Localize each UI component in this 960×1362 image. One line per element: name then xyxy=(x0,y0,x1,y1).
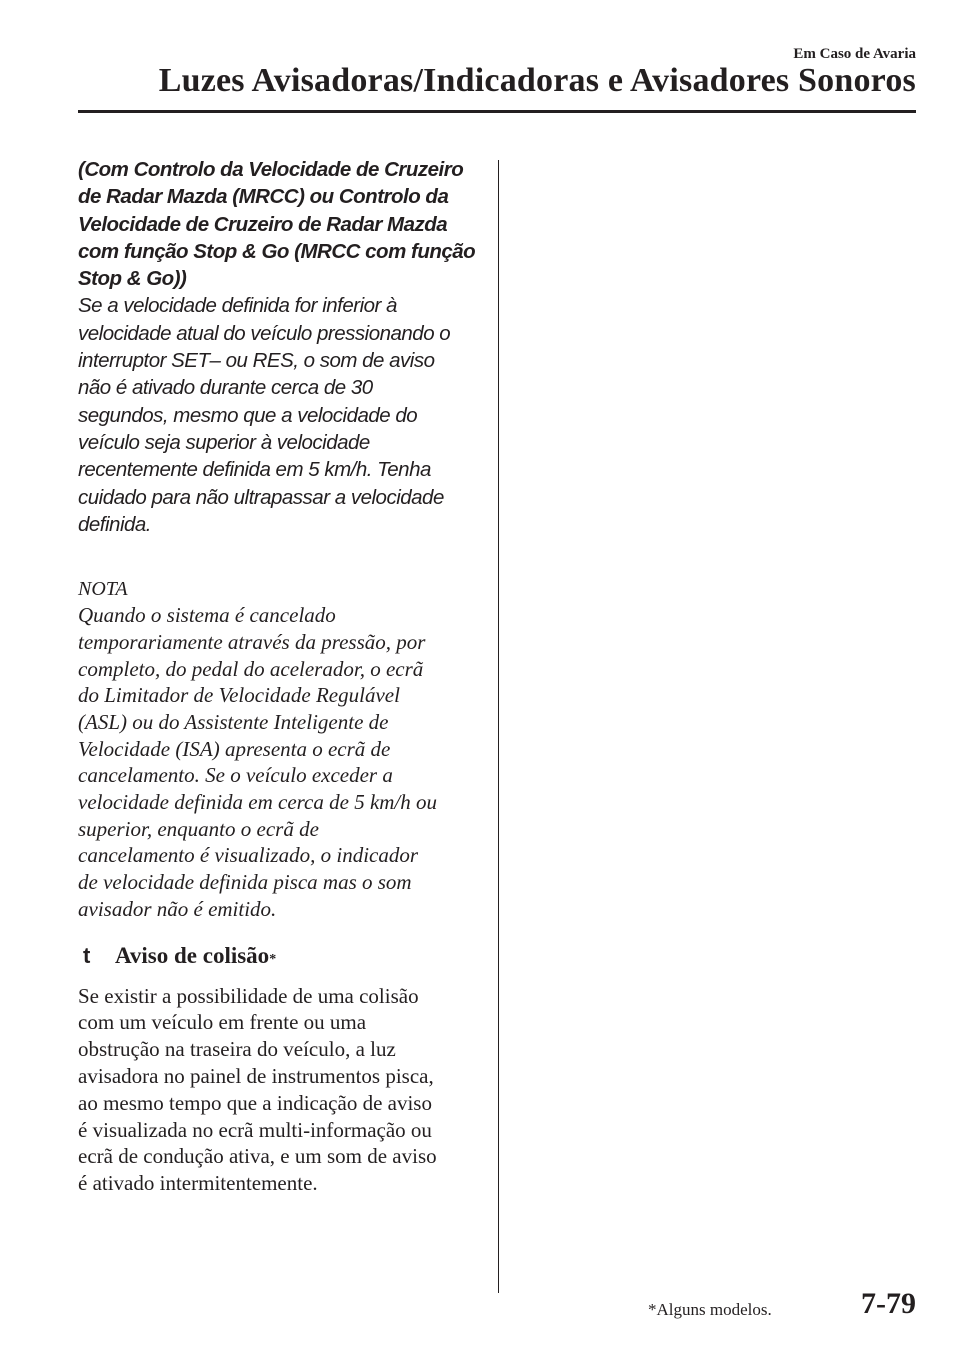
note-line: (ASL) ou do Assistente Inteligente de xyxy=(78,709,389,734)
column-divider xyxy=(498,160,499,1293)
mrcc-body-line: não é ativado durante cerca de 30 xyxy=(78,376,373,400)
section-body-line: é ativado intermitentemente. xyxy=(78,1171,318,1196)
page-title: Luzes Avisadoras/Indicadoras e Avisadores Sonoros xyxy=(158,62,916,99)
section-bullet-icon: t xyxy=(83,942,91,968)
mrcc-body-line: interruptor SET– ou RES, o som de aviso xyxy=(78,349,435,373)
mrcc-body-line: veículo seja superior à velocidade xyxy=(78,430,370,454)
section-body xyxy=(78,983,478,1197)
mrcc-body xyxy=(78,292,478,538)
section-body-line: Se existir a possibilidade de uma colisão xyxy=(78,983,419,1008)
left-column xyxy=(78,156,478,1197)
mrcc-heading-line: Stop & Go)) xyxy=(78,267,187,291)
mrcc-body-line: definida. xyxy=(78,512,152,536)
footnote: *Alguns modelos. xyxy=(648,1300,772,1319)
mrcc-body-line: recentemente definida em 5 km/h. Tenha xyxy=(78,458,431,482)
mrcc-heading-line: (Com Controlo da Velocidade de Cruzeiro xyxy=(78,158,464,181)
section-body-line: ecrã de condução ativa, e um som de aviso xyxy=(78,1144,437,1169)
page-number: 7-79 xyxy=(861,1287,916,1320)
section-title: Aviso de colisão xyxy=(115,942,270,968)
mrcc-heading-line: com função Stop & Go (MRCC com função xyxy=(78,239,476,263)
note-line: cancelamento. Se o veículo exceder a xyxy=(78,763,393,788)
note-line: temporariamente através da pressão, por xyxy=(78,629,426,654)
mrcc-block xyxy=(78,156,478,538)
note-line: completo, do pedal do acelerador, o ecrã xyxy=(78,656,424,681)
note-line: Velocidade (ISA) apresenta o ecrã de xyxy=(78,736,391,761)
mrcc-body-line: velocidade atual do veículo pressionando o xyxy=(78,321,451,345)
note-line: cancelamento é visualizado, o indicador xyxy=(78,843,419,868)
mrcc-heading-line: Velocidade de Cruzeiro de Radar Mazda xyxy=(78,212,448,236)
section-body-line: é visualizada no ecrã multi-informação ou xyxy=(78,1117,432,1142)
note-line: do Limitador de Velocidade Regulável xyxy=(78,683,400,708)
note-line: avisador não é emitido. xyxy=(78,896,277,921)
note-line: velocidade definida em cerca de 5 km/h ou xyxy=(78,790,438,815)
note-label: NOTA xyxy=(78,578,128,601)
mrcc-body-line: segundos, mesmo que a velocidade do xyxy=(78,403,418,427)
mrcc-body-line: cuidado para não ultrapassar a velocidade xyxy=(78,485,444,509)
section-heading: t Aviso de colisão * xyxy=(78,941,478,971)
note-line: Quando o sistema é cancelado xyxy=(78,603,336,628)
note-line: superior, enquanto o ecrã de xyxy=(78,816,319,841)
section-body-line: avisadora no painel de instrumentos pisca, xyxy=(78,1063,434,1088)
section-body-line: com um veículo em frente ou uma xyxy=(78,1010,367,1035)
mrcc-body-line: Se a velocidade definida for inferior à xyxy=(78,294,397,318)
note-body xyxy=(78,602,478,922)
header-section-label: Em Caso de Avaria xyxy=(793,46,916,62)
section-body-line: ao mesmo tempo que a indicação de aviso xyxy=(78,1090,432,1115)
section-body-line: obstrução na traseira do veículo, a luz xyxy=(78,1037,396,1062)
note-line: de velocidade definida pisca mas o som xyxy=(78,870,412,895)
header-divider xyxy=(78,110,916,113)
mrcc-heading xyxy=(78,156,478,292)
mrcc-heading-line: de Radar Mazda (MRCC) ou Controlo da xyxy=(78,185,449,209)
